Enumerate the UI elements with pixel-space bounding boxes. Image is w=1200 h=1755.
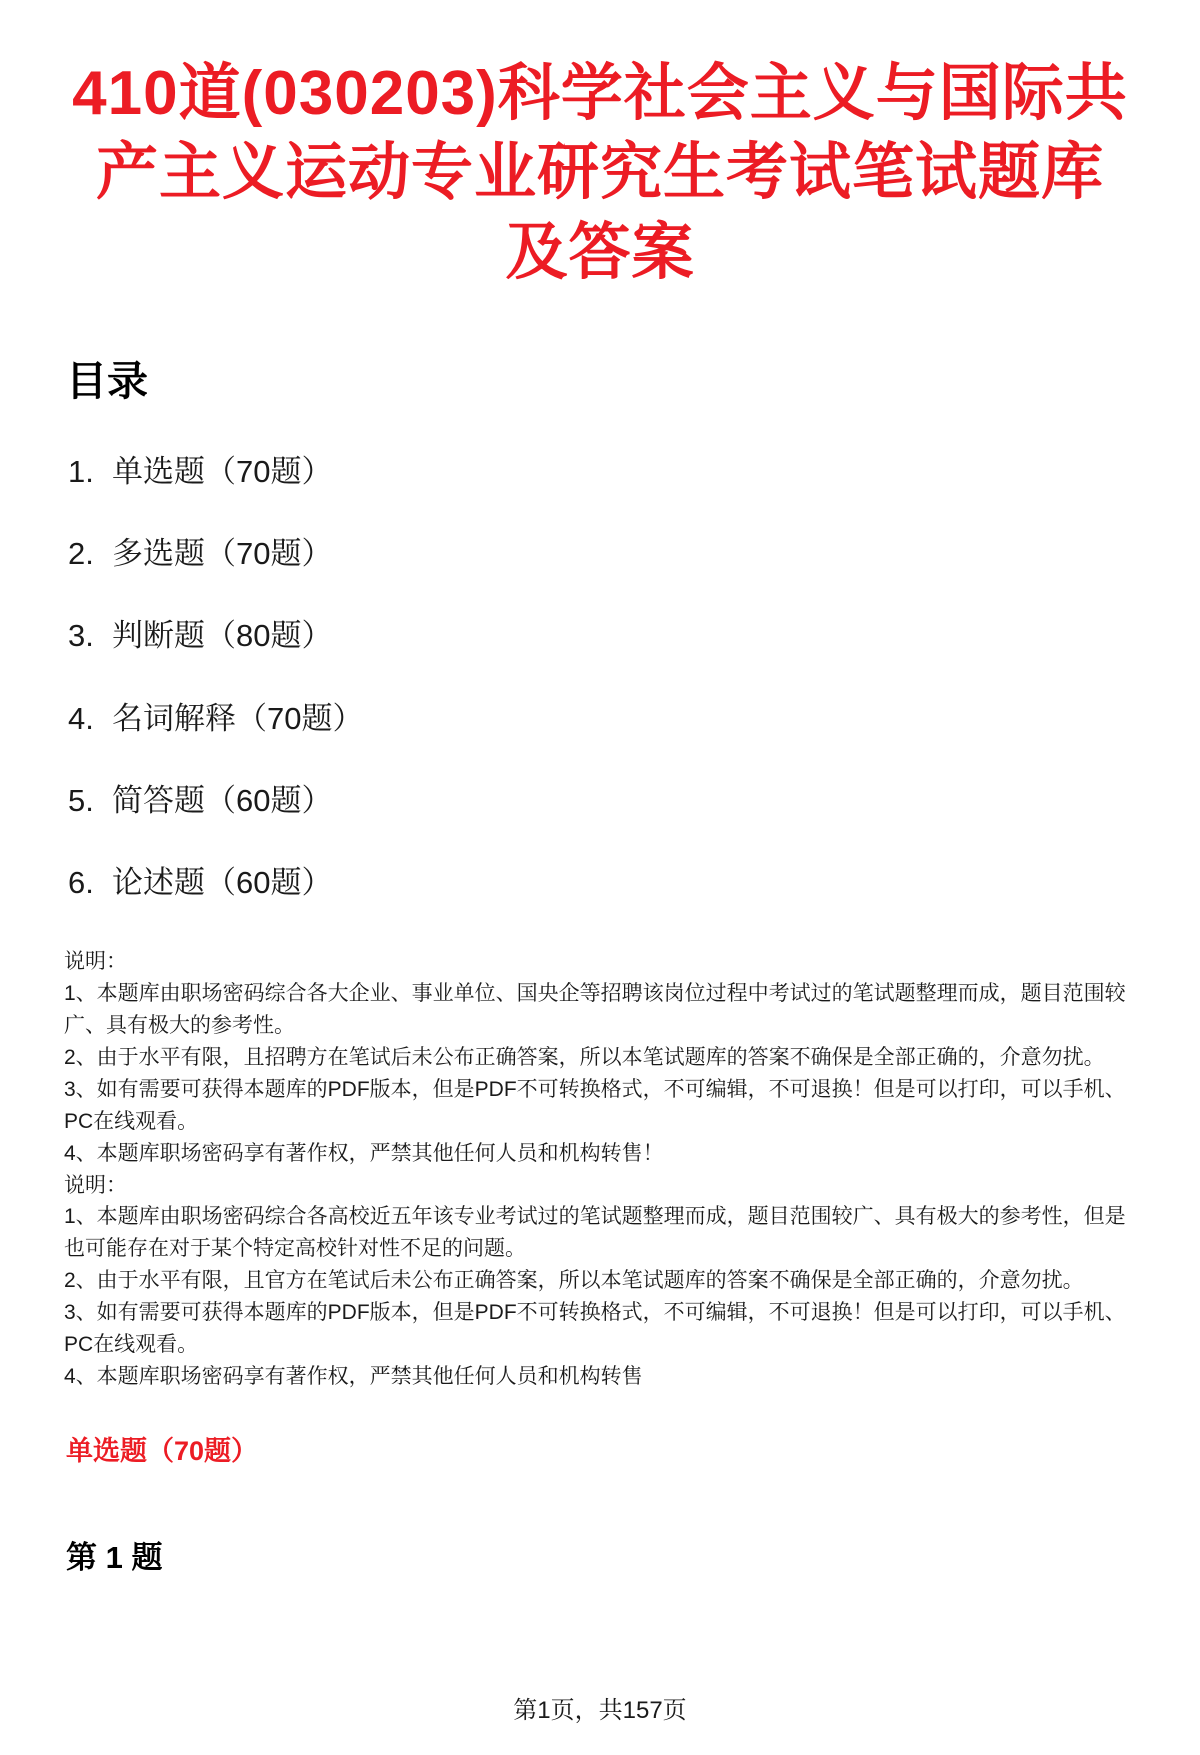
toc-item-number: 4.: [68, 700, 94, 736]
toc-list: [68, 453, 1136, 901]
notes1-line-4: 4、本题库职场密码享有著作权，严禁其他任何人员和机构转售！: [64, 1141, 664, 1165]
toc-item-number: 5.: [68, 782, 94, 818]
toc-item-single-choice: [68, 453, 1136, 490]
notes1-line-3: 3、如有需要可获得本题库的PDF版本，但是PDF不可转换格式，不可编辑，不可退换！但是可以打印，可以手机、PC在线观看。: [64, 1077, 1126, 1133]
toc-item-label: 单选题（70题）: [112, 454, 333, 490]
question-1-heading: 第 1 题: [66, 1539, 163, 1575]
toc-item-label: 判断题（80题）: [112, 618, 333, 654]
notes1-line-1: 1、本题库由职场密码综合各大企业、事业单位、国央企等招聘该岗位过程中考试过的笔试题整理而成，题目范围较广、具有极大的参考性。: [64, 982, 1126, 1038]
toc-item-true-false: [68, 617, 1136, 654]
notes2-line-4: 4、本题库职场密码享有著作权，严禁其他任何人员和机构转售: [64, 1364, 643, 1388]
notes2-heading: 说明：: [64, 1173, 127, 1197]
document-title: 410道(030203)科学社会主义与国际共产主义运动专业研究生考试笔试题库及答案: [72, 59, 1128, 287]
notes2-line-1: 1、本题库由职场密码综合各高校近五年该专业考试过的笔试题整理而成，题目范围较广、具有极大的参考性，但是也可能存在对于某个特定高校针对性不足的问题。: [64, 1205, 1126, 1261]
notes1-heading: 说明：: [64, 950, 127, 974]
toc-heading: 目录: [66, 358, 148, 405]
notes2-line-3: 3、如有需要可获得本题库的PDF版本，但是PDF不可转换格式，不可编辑，不可退换！但是可以打印，可以手机、PC在线观看。: [64, 1301, 1126, 1357]
toc-item-term-definition: [68, 700, 1136, 737]
section-heading-single-choice: 单选题（70题）: [66, 1435, 259, 1466]
toc-item-number: 1.: [68, 454, 94, 490]
toc-item-label: 简答题（60题）: [112, 782, 333, 818]
toc-item-number: 6.: [68, 865, 94, 901]
page-number-footer: 第1页，共157页: [513, 1697, 687, 1724]
toc-item-short-answer: [68, 782, 1136, 819]
toc-item-multi-choice: [68, 535, 1136, 572]
toc-item-label: 多选题（70题）: [112, 536, 333, 572]
toc-item-number: 3.: [68, 618, 94, 654]
notes-section: [64, 946, 1136, 1393]
toc-item-essay: [68, 864, 1136, 901]
notes1-line-2: 2、由于水平有限，且招聘方在笔试后未公布正确答案，所以本笔试题库的答案不确保是全部正确的，介意勿扰。: [64, 1045, 1105, 1069]
notes2-line-2: 2、由于水平有限，且官方在笔试后未公布正确答案，所以本笔试题库的答案不确保是全部正确的，介意勿扰。: [64, 1269, 1084, 1293]
toc-item-label: 名词解释（70题）: [112, 700, 364, 736]
toc-item-label: 论述题（60题）: [112, 865, 333, 901]
toc-item-number: 2.: [68, 536, 94, 572]
